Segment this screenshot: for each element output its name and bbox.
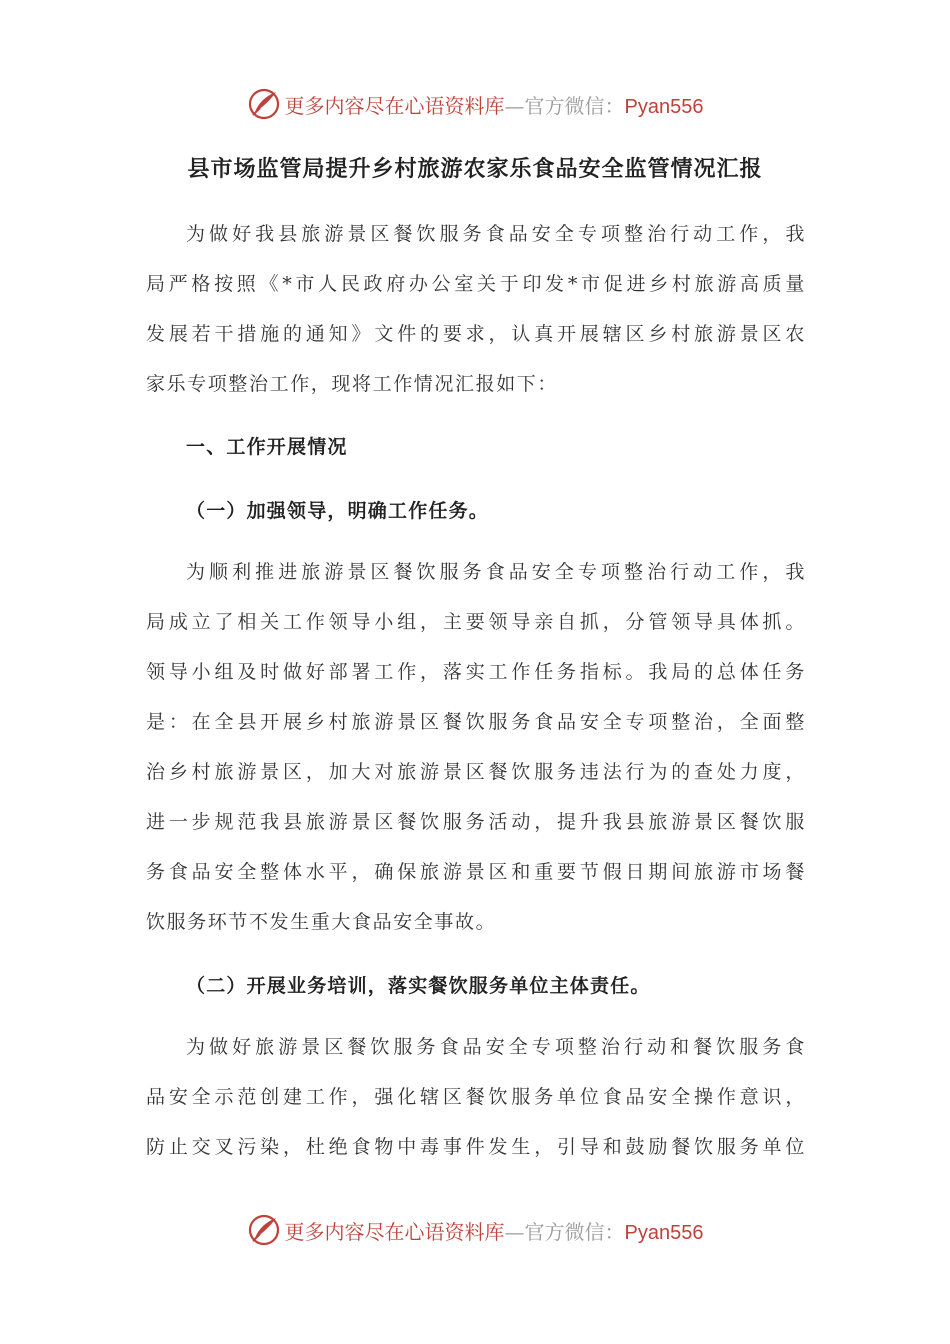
paragraph-line: 局严格按照《*市人民政府办公室关于印发*市促进乡村旅游高质量 bbox=[146, 273, 806, 295]
banner-lead-text: 更多内容尽在心语资料库 bbox=[284, 1219, 505, 1244]
subsection-paragraph bbox=[146, 1022, 806, 1172]
paragraph-line: 治乡村旅游景区，加大对旅游景区餐饮服务违法行为的查处力度， bbox=[146, 761, 806, 783]
quill-logo-icon bbox=[247, 1213, 281, 1247]
header-watermark-banner bbox=[0, 84, 950, 124]
document-title: 县市场监管局提升乡村旅游农家乐食品安全监管情况汇报 bbox=[187, 157, 763, 182]
paragraph-line: 防止交叉污染，杜绝食物中毒事件发生，引导和鼓励餐饮服务单位 bbox=[146, 1136, 806, 1158]
paragraph-line: 领导小组及时做好部署工作，落实工作任务指标。我局的总体任务 bbox=[146, 661, 806, 683]
quill-logo-icon bbox=[247, 87, 281, 121]
intro-paragraph bbox=[146, 209, 806, 409]
paragraph-line: 发展若干措施的通知》文件的要求，认真开展辖区乡村旅游景区农 bbox=[146, 323, 806, 345]
paragraph-line: 饮服务环节不发生重大食品安全事故。 bbox=[146, 911, 497, 933]
subsection-paragraph bbox=[146, 547, 806, 947]
paragraph-line: 务食品安全整体水平，确保旅游景区和重要节假日期间旅游市场餐 bbox=[146, 861, 806, 883]
banner-lead-text: 更多内容尽在心语资料库 bbox=[284, 93, 505, 118]
banner-tail-text: —官方微信： bbox=[504, 93, 625, 118]
subsection-heading: （二）开展业务培训，落实餐饮服务单位主体责任。 bbox=[186, 975, 651, 997]
subsection-heading: （一）加强领导，明确工作任务。 bbox=[186, 500, 490, 522]
banner-wechat-id: Pyan556 bbox=[624, 95, 704, 118]
paragraph-line: 进一步规范我县旅游景区餐饮服务活动，提升我县旅游景区餐饮服 bbox=[146, 811, 806, 833]
footer-watermark-banner bbox=[0, 1210, 950, 1250]
paragraph-line: 是：在全县开展乡村旅游景区餐饮服务食品安全专项整治，全面整 bbox=[146, 711, 806, 733]
paragraph-line: 为做好我县旅游景区餐饮服务食品安全专项整治行动工作，我 bbox=[186, 223, 806, 245]
banner-wechat-id: Pyan556 bbox=[624, 1221, 704, 1244]
paragraph-line: 为顺利推进旅游景区餐饮服务食品安全专项整治行动工作，我 bbox=[186, 561, 806, 583]
paragraph-line: 家乐专项整治工作，现将工作情况汇报如下： bbox=[146, 373, 559, 395]
section-heading: 一、工作开展情况 bbox=[186, 436, 348, 458]
paragraph-line: 局成立了相关工作领导小组，主要领导亲自抓，分管领导具体抓。 bbox=[146, 611, 806, 633]
paragraph-line: 为做好旅游景区餐饮服务食品安全专项整治行动和餐饮服务食 bbox=[186, 1036, 806, 1058]
paragraph-line: 品安全示范创建工作，强化辖区餐饮服务单位食品安全操作意识， bbox=[146, 1086, 806, 1108]
banner-tail-text: —官方微信： bbox=[504, 1219, 625, 1244]
